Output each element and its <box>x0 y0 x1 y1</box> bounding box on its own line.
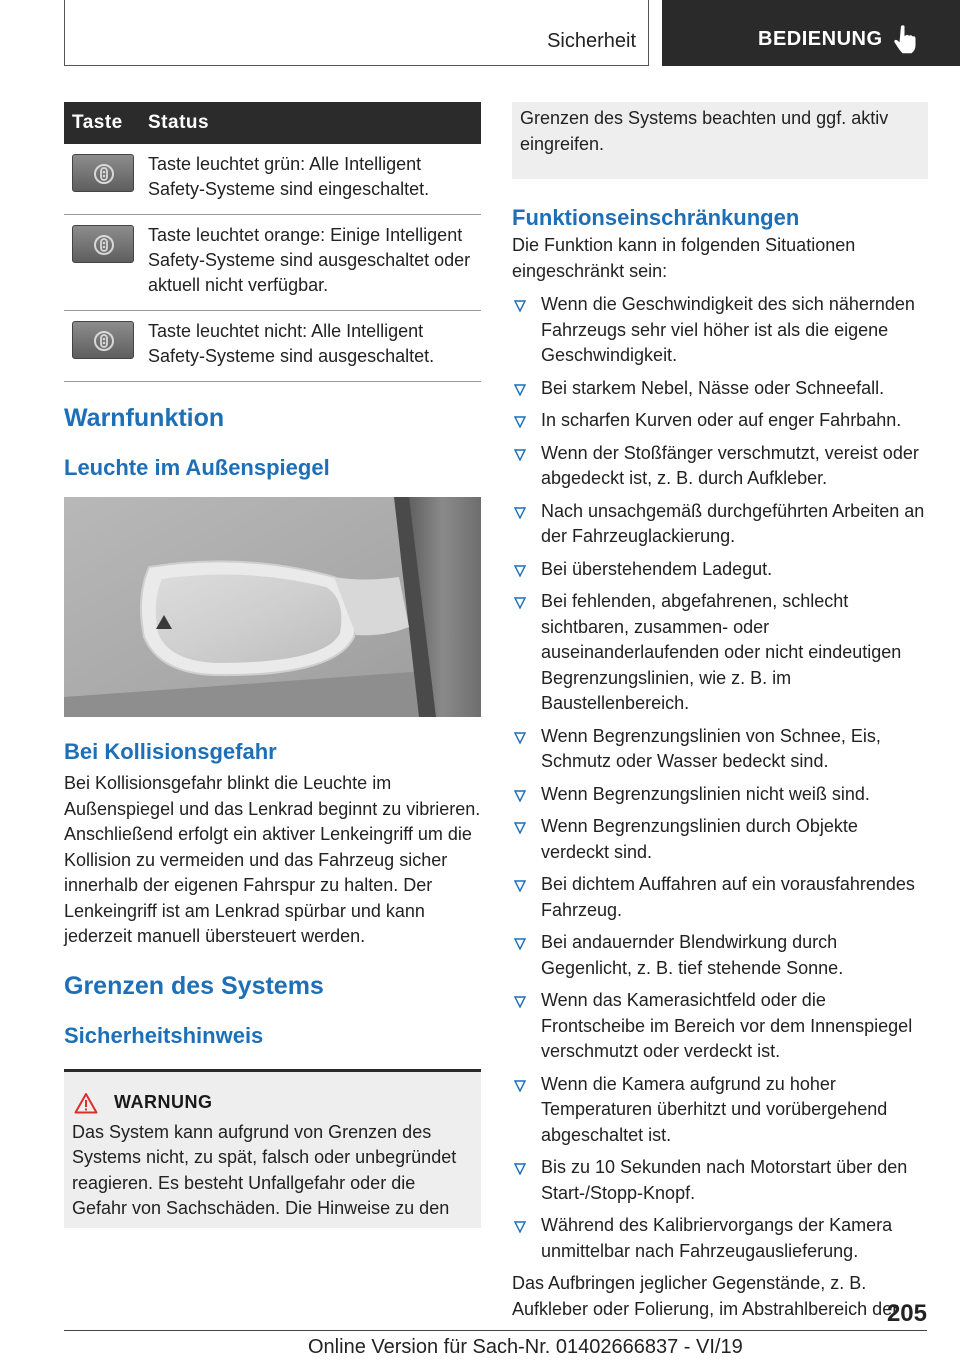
safety-button-icon <box>72 154 134 192</box>
table-row <box>64 311 481 382</box>
bullet-triangle-icon <box>514 507 526 519</box>
mirror-photo <box>64 497 481 717</box>
bullet-triangle-icon <box>514 565 526 577</box>
bullet-triangle-icon <box>514 300 526 312</box>
right-column <box>512 102 928 1322</box>
footer-divider <box>64 1330 927 1331</box>
bullet-triangle-icon <box>514 1163 526 1175</box>
bullet-triangle-icon <box>514 938 526 950</box>
warning-box-continued <box>512 102 928 179</box>
heading-kollisionsgefahr: Bei Kollisionsgefahr <box>64 739 277 764</box>
list-item: Nach unsachgemäß durchgeführten Arbeiten an der Fahrzeuglackierung. <box>512 499 928 550</box>
paragraph-outro: Das Aufbringen jeglicher Gegenstände, z. B. Aufkleber oder Folierung, im Abstrahlbereich der <box>512 1273 899 1319</box>
bullet-triangle-icon <box>514 384 526 396</box>
heading-grenzen-des-systems: Grenzen des Systems <box>64 971 324 1000</box>
paragraph-kollisionsgefahr: Bei Kollisionsgefahr blinkt die Leuchte im Außenspiegel und das Lenkrad beginnt zu vibrieren. Anschließend erfolgt ein aktiver Lenkeingriff um die Kollision zu vermeiden und das Fahrzeug sicher innerhalb der eigenen Fahrspur zu halten. Der Lenkeingriff ist am Lenkrad spürbar und kann jederzeit manuell übersteuert werden. <box>64 773 481 946</box>
warning-triangle-icon <box>74 1092 98 1114</box>
list-item: Bei fehlenden, abgefahrenen, schlecht sichtbaren, zusammen- oder auseinanderlaufenden oder nicht eindeutigen Begrenzungslinien, wie z. B. im Baustellenbereich. <box>512 589 928 717</box>
list-item: Bei starkem Nebel, Nässe oder Schneefall. <box>512 376 928 402</box>
safety-button-icon <box>72 321 134 359</box>
bullet-triangle-icon <box>514 449 526 461</box>
list-item: Bei dichtem Auffahren auf ein vorausfahrendes Fahrzeug. <box>512 872 928 923</box>
bullet-triangle-icon <box>514 880 526 892</box>
list-item: Während des Kalibriervorgangs der Kamera unmittelbar nach Fahrzeugauslieferung. <box>512 1213 928 1264</box>
list-item: Wenn Begrenzungslinien durch Objekte verdeckt sind. <box>512 814 928 865</box>
list-item: Bei überstehendem Ladegut. <box>512 557 928 583</box>
safety-button-icon <box>72 225 134 263</box>
bullet-triangle-icon <box>514 416 526 428</box>
list-item: Wenn Begrenzungslinien von Schnee, Eis, Schmutz oder Wasser bedeckt sind. <box>512 724 928 775</box>
list-item: Wenn Begrenzungslinien nicht weiß sind. <box>512 782 928 808</box>
header-chapter-label: BEDIENUNG <box>758 28 883 50</box>
bullet-triangle-icon <box>514 996 526 1008</box>
table-header-status: Status <box>140 102 481 144</box>
heading-sicherheitshinweis: Sicherheitshinweis <box>64 1022 264 1048</box>
table-header-taste: Taste <box>64 102 140 144</box>
bullet-triangle-icon <box>514 822 526 834</box>
bullet-triangle-icon <box>514 1080 526 1092</box>
table-cell-status: Taste leuchtet orange: Einige Intelligent Safety-Systeme sind ausgeschaltet oder aktuell nicht verfügbar. <box>140 215 481 311</box>
warning-text-continued: Grenzen des Systems beachten und ggf. aktiv eingreifen. <box>520 108 889 154</box>
header-section-box <box>64 0 649 66</box>
left-column <box>64 102 481 1228</box>
header-section-title: Sicherheit <box>547 30 636 52</box>
list-item: Wenn der Stoßfänger verschmutzt, vereist oder abgedeckt ist, z. B. durch Aufkleber. <box>512 441 928 492</box>
list-item: Bis zu 10 Sekunden nach Motorstart über den Start-/Stopp-Knopf. <box>512 1155 928 1206</box>
hand-pointer-icon <box>892 24 918 54</box>
header-chapter-tab <box>662 0 960 66</box>
bullet-triangle-icon <box>514 790 526 802</box>
heading-leuchte-aussenspiegel: Leuchte im Außenspiegel <box>64 455 330 480</box>
heading-warnfunktion: Warnfunktion <box>64 404 225 432</box>
page-number: 205 <box>886 1300 927 1327</box>
heading-funktionseinschraenkungen: Funktionseinschränkungen <box>512 205 800 230</box>
table-row <box>64 144 481 215</box>
list-item: In scharfen Kurven oder auf enger Fahrbahn. <box>512 408 928 434</box>
list-item: Wenn das Kamerasichtfeld oder die Frontscheibe im Bereich vor dem Innenspiegel verschmutzt oder verdeckt ist. <box>512 988 928 1065</box>
bullet-triangle-icon <box>514 732 526 744</box>
list-item: Wenn die Kamera aufgrund zu hoher Temperaturen überhitzt und vorübergehend abgeschaltet ist. <box>512 1072 928 1149</box>
list-item: Bei andauernder Blendwirkung durch Gegenlicht, z. B. tief stehende Sonne. <box>512 930 928 981</box>
table-cell-status: Taste leuchtet nicht: Alle Intelligent Safety-Systeme sind ausgeschaltet. <box>140 311 481 382</box>
table-row <box>64 215 481 311</box>
table-cell-status: Taste leuchtet grün: Alle Intelligent Safety-Systeme sind eingeschaltet. <box>140 144 481 215</box>
bullet-triangle-icon <box>514 597 526 609</box>
limitations-list <box>512 292 928 1264</box>
warning-text: Das System kann aufgrund von Grenzen des Systems nicht, zu spät, falsch oder unbegründet reagieren. Es besteht Unfallgefahr oder die Gefahr von Sachschäden. Die Hinweise zu den <box>72 1121 457 1218</box>
footer-online-version: Online Version für Sach-Nr. 01402666837 - VI/19 <box>308 1336 743 1358</box>
warning-title: WARNUNG <box>114 1092 213 1112</box>
paragraph-intro: Die Funktion kann in folgenden Situationen eingeschränkt sein: <box>512 235 856 281</box>
warning-box <box>64 1069 481 1228</box>
status-table <box>64 102 481 382</box>
bullet-triangle-icon <box>514 1221 526 1233</box>
list-item: Wenn die Geschwindigkeit des sich nähernden Fahrzeugs sehr viel höher ist als die eigene Geschwindigkeit. <box>512 292 928 369</box>
